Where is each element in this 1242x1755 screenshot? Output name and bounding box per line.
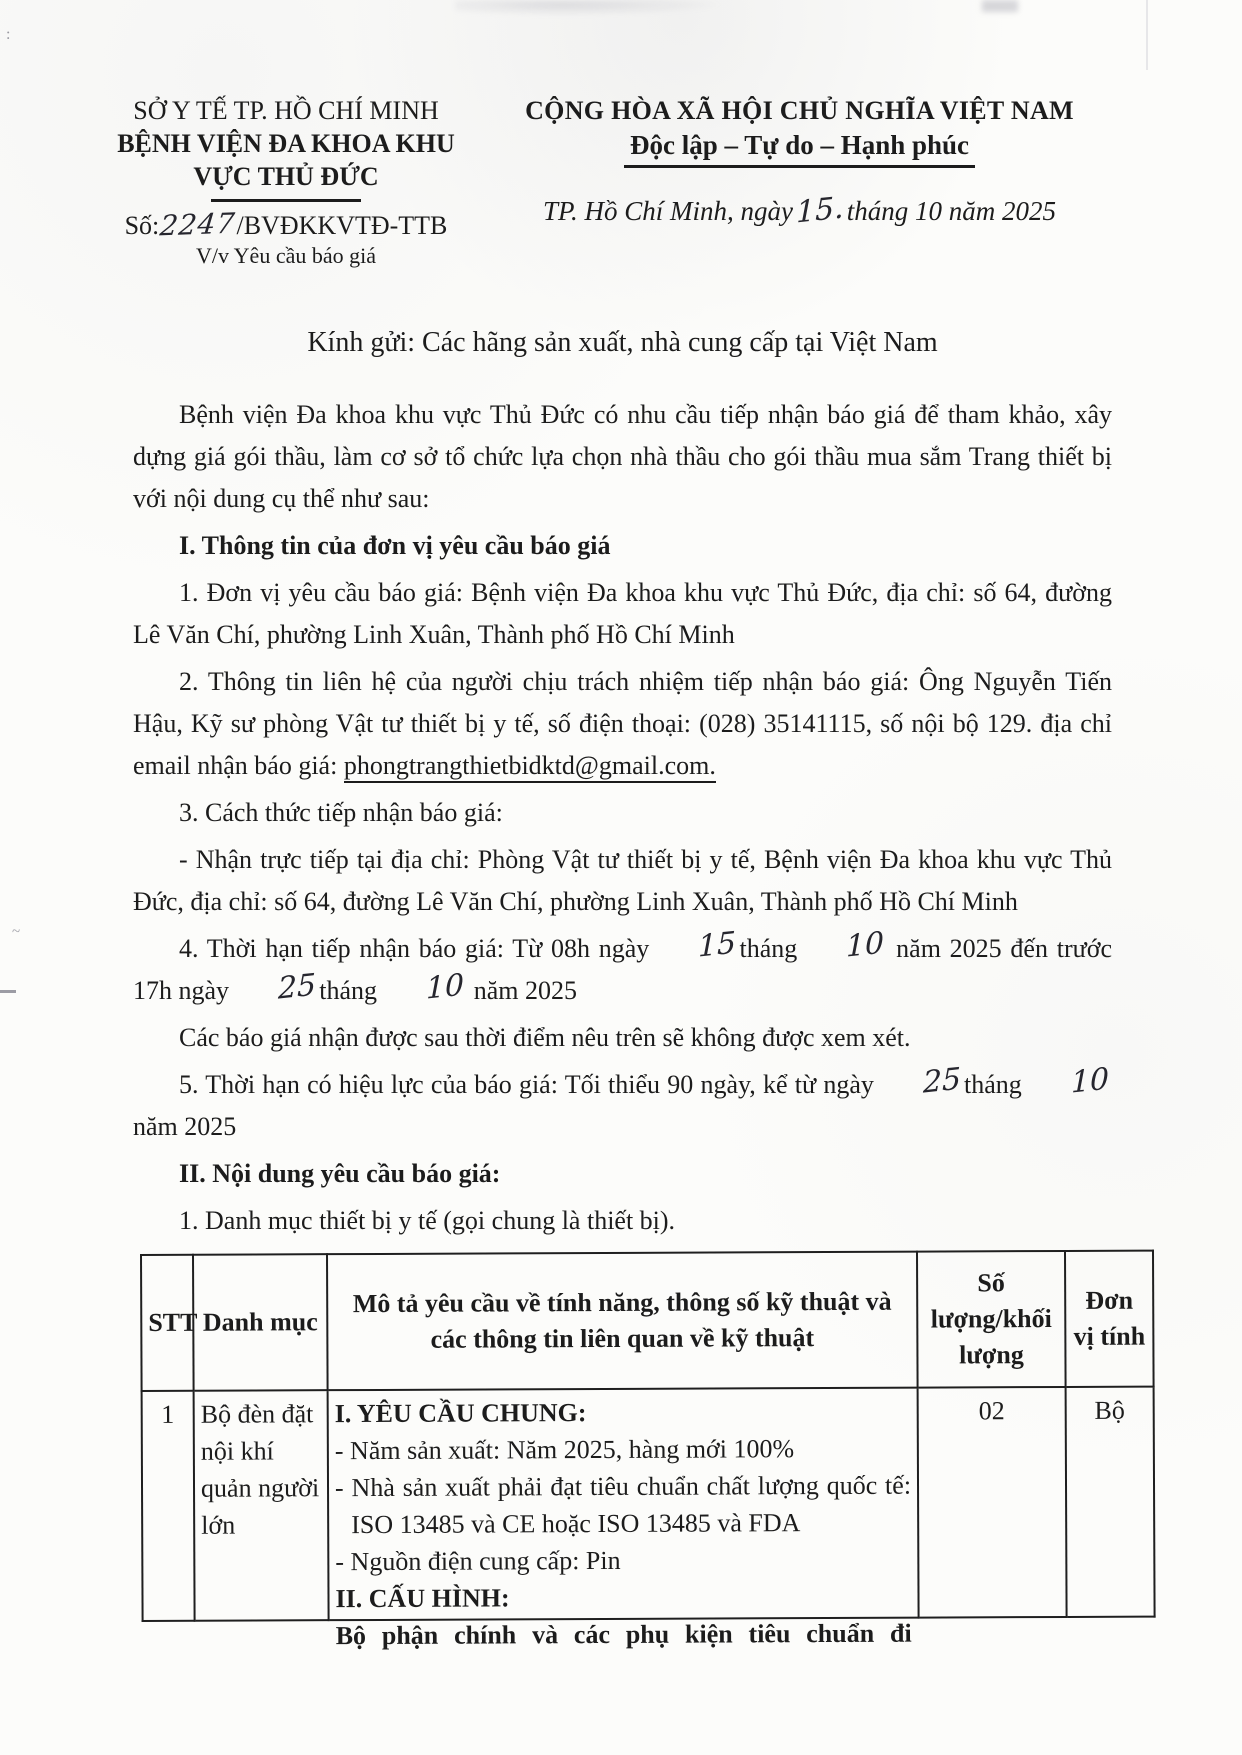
salutation: Kính gửi: Các hãng sản xuất, nhà cung cấp tại Việt Nam xyxy=(307,327,938,358)
doc-number-handwritten: 2247 xyxy=(158,206,238,243)
org-name-line1: BỆNH VIỆN ĐA KHOA KHU xyxy=(117,129,455,158)
section1-item4 xyxy=(133,925,1112,1012)
row1-quantity: 02 xyxy=(918,1387,1067,1618)
national-motto-line2-wrap xyxy=(487,128,1112,168)
doc-number-prefix: Số: xyxy=(124,211,160,240)
dateline-prefix: TP. Hồ Chí Minh, ngày xyxy=(543,196,794,226)
col-header-category: Danh mục xyxy=(193,1254,328,1391)
item4-day1-handwritten: 15 xyxy=(698,925,737,965)
scan-smudge xyxy=(982,0,1018,12)
row1-description xyxy=(328,1388,919,1651)
org-underline xyxy=(211,199,361,202)
item5-month-handwritten: 10 xyxy=(1070,1061,1109,1101)
desc-line: Bộ phận chính và các phụ kiện tiêu chuẩn đi xyxy=(335,1618,912,1651)
desc-line: - Nguồn điện cung cấp: Pin xyxy=(335,1545,621,1577)
item4-month2-handwritten: 10 xyxy=(425,967,464,1007)
scan-speck: : xyxy=(6,26,11,43)
section2-title: II. Nội dung yêu cầu báo giá: xyxy=(179,1159,501,1188)
equipment-table xyxy=(140,1250,1156,1651)
section1-item1: 1. Đơn vị yêu cầu báo giá: Bệnh viện Đa khoa khu vực Thủ Đức, địa chỉ: số 64, đường Lê Văn Chí, phường Linh Xuân, Thành phố Hồ Chí Minh xyxy=(133,578,1112,649)
dateline-suffix: tháng 10 năm 2025 xyxy=(846,196,1056,226)
section1-note: Các báo giá nhận được sau thời điểm nêu trên sẽ không được xem xét. xyxy=(179,1023,911,1052)
section1-item2 xyxy=(133,661,1112,787)
org-name-line2: VỰC THỦ ĐỨC xyxy=(193,162,379,191)
scan-edge-artifact xyxy=(1146,0,1148,70)
document-subject: V/v Yêu cầu báo giá xyxy=(195,243,376,268)
item5-seg: tháng xyxy=(964,1070,1022,1099)
item4-day2-handwritten: 25 xyxy=(278,967,317,1007)
national-header-block xyxy=(487,94,1112,231)
desc-line: - Năm sản xuất: Năm 2025, hàng mới 100% xyxy=(334,1434,795,1466)
item5-seg: 5. Thời hạn có hiệu lực của báo giá: Tối thiểu 90 ngày, kể từ ngày xyxy=(179,1070,874,1099)
table-row xyxy=(142,1387,1155,1621)
desc-config-heading: II. CẤU HÌNH: xyxy=(335,1583,510,1614)
row1-description-clip xyxy=(334,1393,912,1651)
col-header-description: Mô tả yêu cầu về tính năng, thông số kỹ thuật và các thông tin liên quan về kỹ thuật xyxy=(327,1252,918,1391)
dateline-day-handwritten: 15. xyxy=(796,190,844,231)
email-address: phongtrangthietbidktd@gmail.com. xyxy=(344,751,716,783)
item4-seg: năm 2025 đến trước 17h ngày xyxy=(133,934,1112,1005)
scan-speck xyxy=(0,990,16,993)
intro-paragraph: Bệnh viện Đa khoa khu vực Thủ Đức có nhu cầu tiếp nhận báo giá để tham khảo, xây dựng giá gói thầu, làm cơ sở tổ chức lựa chọn nhà thầu cho gói thầu mua sắm Trang thiết bị với nội dung cụ thể như sau: xyxy=(133,400,1112,513)
document-number xyxy=(110,206,462,243)
row1-category: Bộ đèn đặt nội khí quản người lớn xyxy=(194,1390,329,1621)
table-header-row xyxy=(141,1251,1154,1391)
col-header-unit: Đơn vị tính xyxy=(1065,1251,1154,1387)
issuing-org-block xyxy=(110,94,462,270)
desc-line: - Nhà sản xuất phải đạt tiêu chuẩn chất lượng quốc tế: ISO 13485 và CE hoặc ISO 13485 và FDA xyxy=(334,1470,912,1540)
parent-agency: SỞ Y TẾ TP. HỒ CHÍ MINH xyxy=(133,96,439,125)
doc-number-suffix: /BVĐKKVTĐ-TTB xyxy=(236,211,448,240)
desc-general-heading: I. YÊU CẦU CHUNG: xyxy=(334,1398,587,1429)
scan-smudge xyxy=(455,0,725,16)
scan-speck: ~ xyxy=(12,924,21,940)
item2-text: 2. Thông tin liên hệ của người chịu trách nhiệm tiếp nhận báo giá: Ông Nguyễn Tiến Hậu, Kỹ sư phòng Vật tư thiết bị y tế, số điện thoại: (028) 35141115, số nội bộ 129. địa chỉ email nhận báo giá: xyxy=(133,667,1112,780)
document-header xyxy=(0,0,1242,270)
item4-month1-handwritten: 10 xyxy=(846,925,885,965)
item4-seg: năm 2025 xyxy=(473,976,577,1005)
place-dateline xyxy=(487,190,1112,231)
document-body xyxy=(0,322,1242,1651)
section1-title: I. Thông tin của đơn vị yêu cầu báo giá xyxy=(179,531,611,560)
item4-seg: tháng xyxy=(319,976,377,1005)
row1-stt: 1 xyxy=(142,1391,195,1621)
section2-intro: 1. Danh mục thiết bị y tế (gọi chung là thiết bị). xyxy=(179,1206,676,1235)
section1-item3: 3. Cách thức tiếp nhận báo giá: xyxy=(179,798,503,827)
item5-seg: năm 2025 xyxy=(133,1112,237,1141)
row1-unit: Bộ xyxy=(1066,1387,1155,1617)
item4-seg: tháng xyxy=(739,934,798,963)
col-header-stt: STT xyxy=(141,1255,194,1391)
col-header-quantity: Số lượng/khối lượng xyxy=(917,1251,1066,1388)
section1-item5 xyxy=(133,1061,1112,1148)
national-motto-line2: Độc lập – Tự do – Hạnh phúc xyxy=(624,128,975,168)
national-motto-line1: CỘNG HÒA XÃ HỘI CHỦ NGHĨA VIỆT NAM xyxy=(525,96,1074,125)
item4-seg: 4. Thời hạn tiếp nhận báo giá: Từ 08h ngày xyxy=(179,934,650,963)
section1-item3-bullet: - Nhận trực tiếp tại địa chỉ: Phòng Vật tư thiết bị y tế, Bệnh viện Đa khoa khu vực Thủ Đức, địa chỉ: số 64, đường Lê Văn Chí, phường Linh Xuân, Thành phố Hồ Chí Minh xyxy=(133,845,1112,916)
item5-day-handwritten: 25 xyxy=(922,1061,961,1101)
